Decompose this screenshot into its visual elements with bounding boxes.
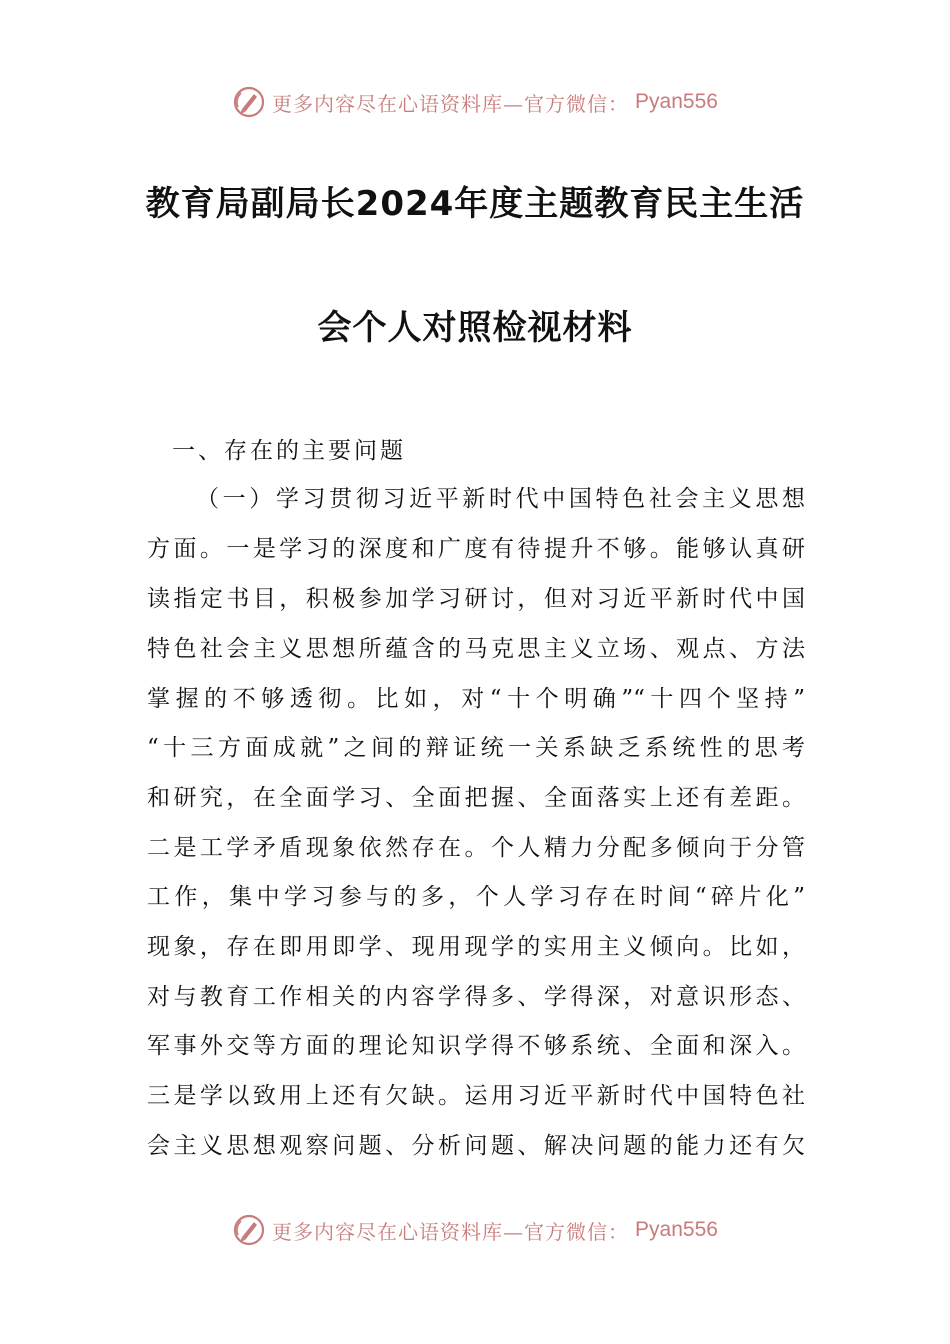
body-line: （一）学习贯彻习近平新时代中国特色社会主义思想 [196, 486, 805, 512]
watermark-code: Pyan556 [635, 90, 718, 113]
watermark-code: Pyan556 [635, 1218, 718, 1241]
document-title-line-1: 教育局副局长2024年度主题教育民主生活 [145, 184, 805, 224]
watermark-text: 更多内容尽在心语资料库—官方微信： [272, 1219, 630, 1244]
body-line: 和研究，在全面学习、全面把握、全面落实上还有差距。 [147, 785, 805, 811]
body-line: 会主义思想观察问题、分析问题、解决问题的能力还有欠 [147, 1133, 805, 1159]
body-line: 军事外交等方面的理论知识学得不够系统、全面和深入。 [147, 1033, 805, 1059]
pen-logo-icon [232, 85, 266, 119]
body-line: 三是学以致用上还有欠缺。运用习近平新时代中国特色社 [147, 1083, 805, 1109]
body-line: 二是工学矛盾现象依然存在。个人精力分配多倾向于分管 [147, 835, 805, 861]
footer-watermark [0, 1210, 950, 1250]
body-line: 对与教育工作相关的内容学得多、学得深，对意识形态、 [147, 984, 805, 1010]
body-line: 现象，存在即用即学、现用现学的实用主义倾向。比如， [147, 934, 805, 960]
body-line: 方面。一是学习的深度和广度有待提升不够。能够认真研 [147, 536, 805, 562]
body-line: 工作，集中学习参与的多，个人学习存在时间“碎片化” [147, 884, 805, 910]
header-watermark [0, 82, 950, 122]
section-heading: 一、存在的主要问题 [172, 438, 406, 464]
watermark-text: 更多内容尽在心语资料库—官方微信： [272, 91, 630, 116]
body-line: “十三方面成就”之间的辩证统一关系缺乏系统性的思考 [147, 735, 805, 761]
document-title-line-2: 会个人对照检视材料 [317, 308, 633, 348]
body-line: 特色社会主义思想所蕴含的马克思主义立场、观点、方法 [147, 636, 805, 662]
body-line: 读指定书目，积极参加学习研讨，但对习近平新时代中国 [147, 586, 805, 612]
pen-logo-icon [232, 1213, 266, 1247]
body-line: 掌握的不够透彻。比如，对“十个明确”“十四个坚持” [147, 686, 805, 712]
